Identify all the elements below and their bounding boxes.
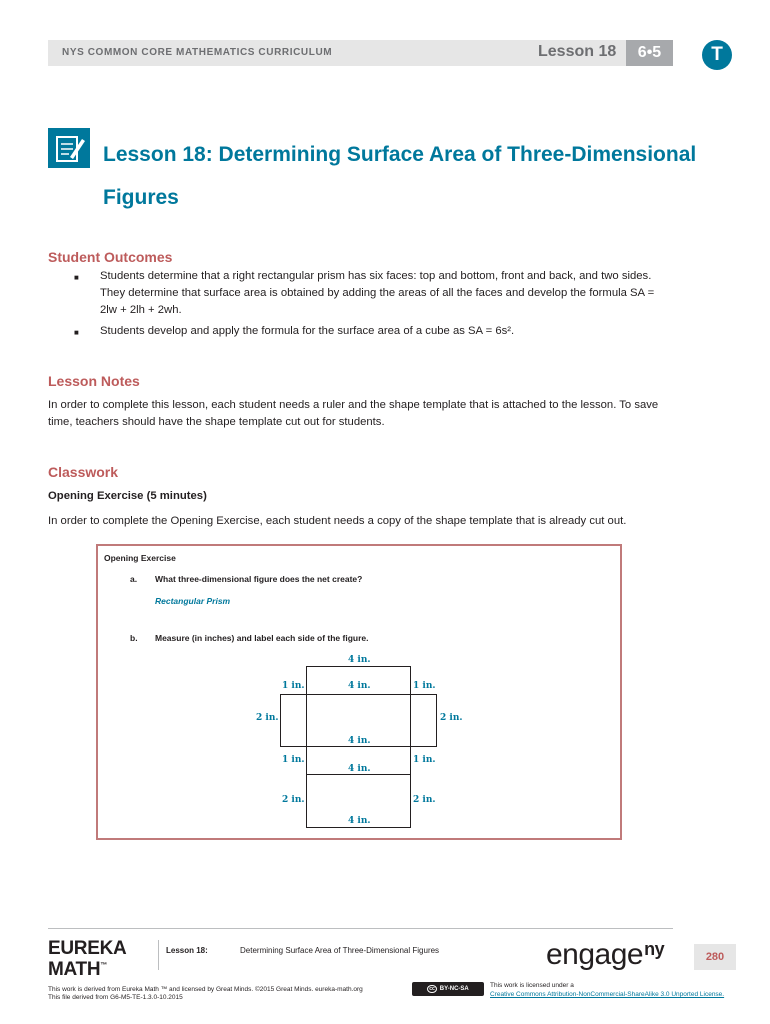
derived-line-1: This work is derived from Eureka Math ™ and licensed by Great Minds. ©2015 Great Minds. eureka-math.org: [48, 986, 363, 993]
opening-exercise-subheading: Opening Exercise (5 minutes): [48, 490, 207, 502]
net-label-middle: 4 in.: [348, 736, 371, 746]
net-edge: [410, 694, 411, 746]
teacher-badge: T: [702, 40, 732, 70]
page-number: 280: [694, 944, 736, 970]
footer-lesson: Lesson 18:: [166, 946, 208, 955]
grade-module-badge: 6•5: [626, 40, 673, 66]
net-label-top: 4 in.: [348, 655, 371, 665]
cc-badge-text: BY-NC-SA: [439, 986, 469, 992]
net-label-lower-middle: 4 in.: [348, 764, 371, 774]
footer-vertical-divider: [158, 940, 159, 970]
net-edge: [280, 746, 437, 747]
license-line-1: This work is licensed under a: [490, 982, 574, 989]
footer-divider: [48, 928, 673, 929]
net-edge: [306, 666, 411, 667]
net-edge: [436, 694, 437, 746]
net-edge: [306, 666, 307, 694]
net-edge: [306, 694, 307, 746]
footer-topic: Determining Surface Area of Three-Dimensional Figures: [240, 946, 440, 955]
bullet-marker: ■: [74, 273, 79, 282]
footer-license: [490, 981, 724, 999]
notebook-pencil-icon: [48, 128, 90, 168]
net-label-left-top: 1 in.: [282, 681, 305, 691]
net-edge: [410, 746, 411, 828]
eureka-math-logo: [48, 940, 126, 978]
lesson-notes-text: In order to complete this lesson, each student needs a ruler and the shape template that is attached to the lesson. To save time, teachers should have the shape template cut out for students.: [48, 399, 659, 428]
brand-line-1: EUREKA: [48, 938, 127, 959]
net-label-left-bottom: 2 in.: [282, 795, 305, 805]
net-edge: [306, 774, 411, 775]
net-label-right-bottom: 2 in.: [413, 795, 436, 805]
net-label-top-face-bottom: 4 in.: [348, 681, 371, 691]
outcome-bullet-2: Students develop and apply the formula for the surface area of a cube as SA = 6s².: [100, 325, 515, 337]
net-label-right-side: 2 in.: [440, 713, 463, 723]
net-label-bottom: 4 in.: [348, 816, 371, 826]
net-edge: [306, 827, 411, 828]
title-line-2: Figures: [103, 186, 179, 209]
engage-word: engage: [546, 938, 644, 971]
part-a-letter: a.: [130, 574, 138, 584]
net-label-right-lower: 1 in.: [413, 755, 436, 765]
net-edge: [306, 746, 307, 828]
part-a-answer: Rectangular Prism: [155, 596, 231, 606]
part-a-question: What three-dimensional figure does the net create?: [155, 574, 363, 584]
net-label-right-top: 1 in.: [413, 681, 436, 691]
header-lesson: Lesson 18: [538, 43, 617, 60]
outcome-bullet-1: Students determine that a right rectangular prism has six faces: top and bottom, front and back, and two sides. They determine that surface area is obtained by adding the areas of all the faces and develop the formula SA = 2lw + 2lh + 2wh.: [100, 270, 655, 316]
engage-ny: ny: [644, 939, 665, 959]
net-label-left-side: 2 in.: [256, 713, 279, 723]
title-line-1: Lesson 18: Determining Surface Area of Three-Dimensional: [103, 143, 697, 166]
bullet-marker: ■: [74, 328, 79, 337]
footer-derived-text: [48, 986, 363, 1002]
student-outcomes-heading: Student Outcomes: [48, 249, 173, 265]
part-b-question: Measure (in inches) and label each side of the figure.: [155, 633, 369, 643]
cc-license-icon: cc BY-NC-SA: [412, 982, 484, 996]
opening-exercise-box: [96, 544, 622, 840]
engageny-logo: [546, 938, 664, 972]
classwork-text: In order to complete the Opening Exercise, each student needs a copy of the shape template that is already cut out.: [48, 515, 627, 527]
classwork-heading: Classwork: [48, 464, 119, 480]
net-edge: [280, 694, 281, 746]
part-b-letter: b.: [130, 633, 138, 643]
curriculum-label: NYS COMMON CORE MATHEMATICS CURRICULUM: [62, 47, 333, 58]
net-edge: [280, 694, 437, 695]
net-edge: [410, 666, 411, 694]
brand-line-2: MATH: [48, 959, 101, 980]
lesson-notes-heading: Lesson Notes: [48, 373, 140, 389]
derived-line-2: This file derived from G6-M5-TE-1.3.0-10.2015: [48, 994, 183, 1001]
exercise-title: Opening Exercise: [104, 553, 176, 563]
brand-tm: ™: [100, 962, 107, 969]
net-label-left-lower: 1 in.: [282, 755, 305, 765]
lesson-title: [103, 133, 703, 219]
license-link[interactable]: Creative Commons Attribution-NonCommercial-ShareAlike 3.0 Unported License.: [490, 991, 725, 998]
